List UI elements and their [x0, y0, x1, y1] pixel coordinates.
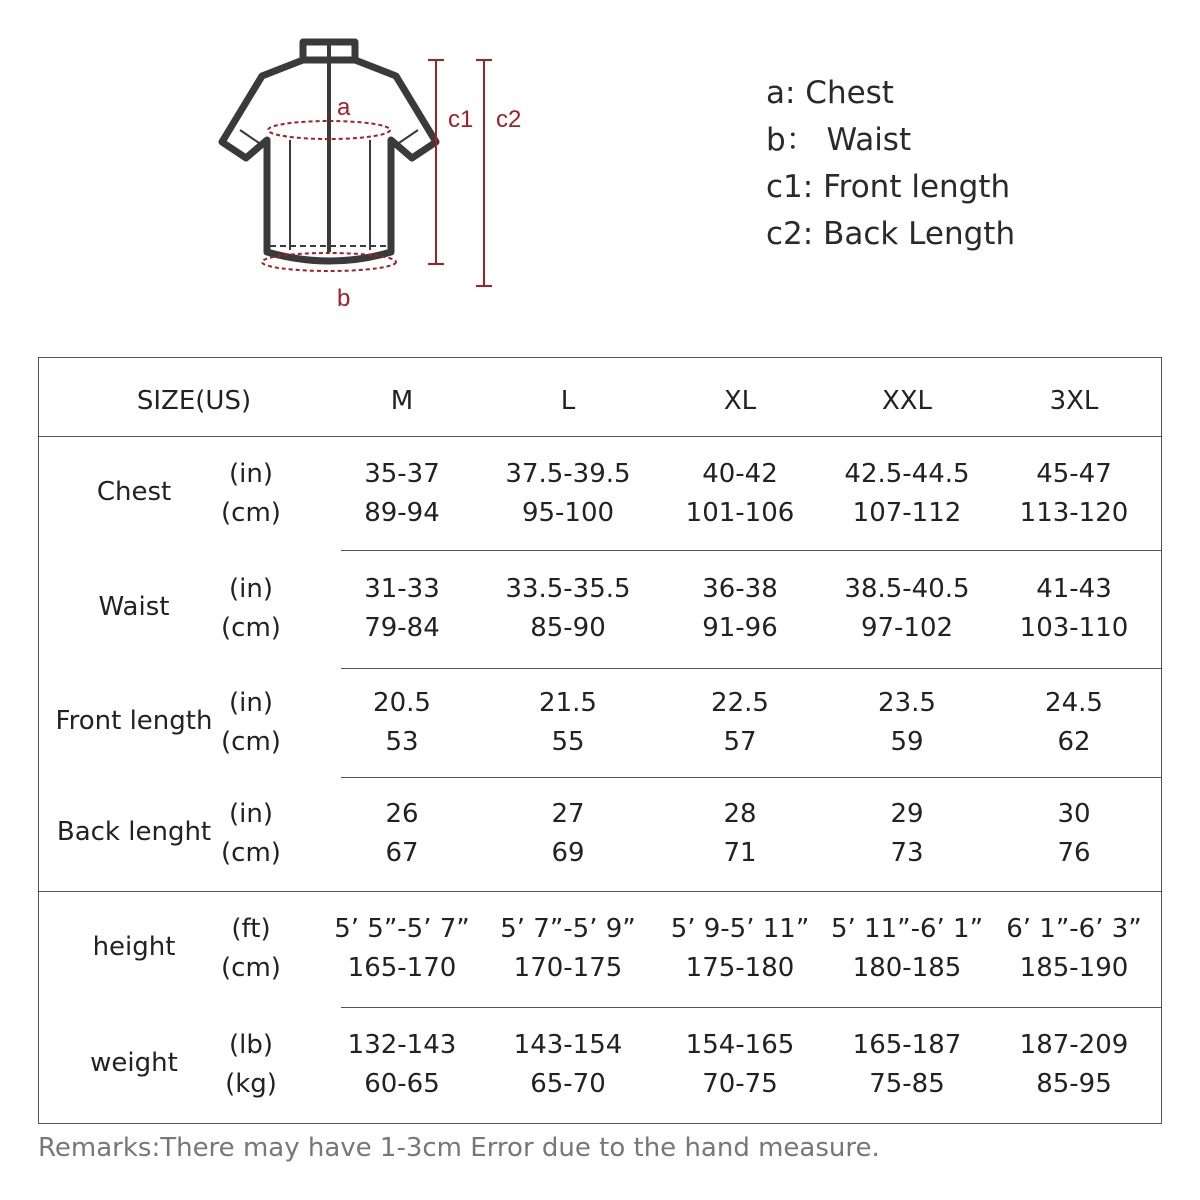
unit-label: (in) — [229, 799, 273, 829]
cell-value: 30 — [1057, 799, 1091, 829]
cell-value: 113-120 — [1019, 497, 1129, 528]
header-divider — [39, 436, 1161, 437]
cell-value: 5’ 5”-5’ 7” — [334, 914, 470, 944]
cell-value: 165-187 — [852, 1030, 962, 1060]
cell-value: 185-190 — [1019, 953, 1129, 983]
row-units-waist — [216, 570, 286, 648]
legend-back-length: c2: Back Length — [766, 216, 1016, 252]
unit-label: (in) — [229, 574, 273, 604]
row-divider — [341, 1007, 1161, 1008]
cell-height-3xl — [989, 910, 1159, 988]
unit-label: (cm) — [221, 838, 281, 868]
cell-back-lenght-l — [483, 795, 653, 873]
cell-chest-3xl — [989, 455, 1159, 533]
cell-value: 31-33 — [364, 574, 440, 604]
row-label-chest: Chest — [96, 476, 172, 507]
cell-waist-l — [483, 570, 653, 648]
row-divider — [341, 668, 1161, 669]
measurement-legend — [766, 70, 1015, 258]
header-size-xl: XL — [723, 386, 757, 416]
chest-label: a — [337, 94, 351, 121]
cell-value: 154-165 — [685, 1030, 795, 1060]
cell-front-length-xxl — [822, 684, 992, 762]
cell-value: 41-43 — [1036, 574, 1112, 604]
cell-chest-xl — [655, 455, 825, 533]
cell-value: 132-143 — [347, 1030, 457, 1060]
cell-value: 28 — [723, 799, 757, 829]
cell-value: 24.5 — [1045, 687, 1103, 718]
jersey-diagram — [0, 0, 600, 320]
cell-back-lenght-xxl — [822, 795, 992, 873]
row-divider — [341, 777, 1161, 778]
cell-value: 175-180 — [685, 953, 795, 983]
unit-label: (cm) — [221, 726, 281, 757]
cell-front-length-l — [483, 684, 653, 762]
header-size-m: M — [390, 386, 414, 416]
cell-value: 27 — [551, 799, 585, 829]
header-size-3xl: 3XL — [1049, 386, 1099, 416]
row-units-chest — [216, 455, 286, 533]
cell-value: 59 — [890, 726, 924, 757]
cell-value: 101-106 — [685, 497, 795, 528]
cell-value: 107-112 — [852, 497, 962, 528]
cell-height-m — [317, 910, 487, 988]
header-size-us: SIZE(US) — [136, 386, 252, 416]
cell-value: 65-70 — [530, 1069, 606, 1099]
unit-label: (kg) — [225, 1069, 277, 1099]
cell-weight-xl — [655, 1026, 825, 1104]
cell-value: 69 — [551, 838, 585, 868]
row-units-back-lenght — [216, 795, 286, 873]
cell-height-xxl — [822, 910, 992, 988]
cell-height-xl — [655, 910, 825, 988]
cell-value: 95-100 — [521, 497, 615, 528]
cell-value: 57 — [723, 726, 757, 757]
legend-waist: b： Waist — [766, 122, 912, 158]
cell-front-length-m — [317, 684, 487, 762]
cell-front-length-3xl — [989, 684, 1159, 762]
header-size-l: L — [560, 386, 576, 416]
cell-value: 20.5 — [373, 687, 431, 718]
cell-chest-m — [317, 455, 487, 533]
cell-value: 71 — [723, 838, 757, 868]
row-label-weight: weight — [90, 1048, 178, 1078]
cell-value: 40-42 — [702, 458, 778, 489]
cell-value: 165-170 — [347, 953, 457, 983]
cell-waist-xl — [655, 570, 825, 648]
unit-label: (lb) — [228, 1030, 273, 1060]
size-table — [38, 357, 1162, 1124]
cell-value: 170-175 — [513, 953, 623, 983]
cell-value: 55 — [551, 726, 585, 757]
cell-weight-xxl — [822, 1026, 992, 1104]
cell-value: 29 — [890, 799, 924, 829]
cell-chest-xxl — [822, 455, 992, 533]
cell-value: 103-110 — [1019, 613, 1129, 643]
cell-waist-3xl — [989, 570, 1159, 648]
remarks-note: Remarks:There may have 1-3cm Error due to the hand measure. — [38, 1133, 880, 1163]
cell-value: 97-102 — [860, 613, 954, 643]
row-units-front-length — [216, 684, 286, 762]
unit-label: (cm) — [221, 953, 281, 983]
cell-front-length-xl — [655, 684, 825, 762]
cell-value: 21.5 — [539, 687, 597, 718]
cell-value: 35-37 — [364, 458, 440, 489]
cell-value: 67 — [385, 838, 419, 868]
cell-value: 89-94 — [364, 497, 440, 528]
cell-value: 76 — [1057, 838, 1091, 868]
cell-value: 33.5-35.5 — [505, 574, 631, 604]
cell-value: 85-95 — [1036, 1069, 1112, 1099]
legend-chest: a: Chest — [766, 75, 894, 111]
cell-weight-l — [483, 1026, 653, 1104]
row-label-back-lenght: Back lenght — [56, 817, 212, 847]
waist-label: b — [337, 285, 351, 312]
cell-value: 53 — [385, 726, 419, 757]
row-units-height — [216, 910, 286, 988]
unit-label: (in) — [229, 458, 273, 489]
cell-value: 37.5-39.5 — [505, 458, 631, 489]
cell-value: 143-154 — [513, 1030, 623, 1060]
row-divider — [341, 550, 1161, 551]
cell-value: 38.5-40.5 — [844, 574, 970, 604]
cell-value: 85-90 — [530, 613, 606, 643]
cell-value: 22.5 — [711, 687, 769, 718]
cell-value: 5’ 9-5’ 11” — [670, 914, 810, 944]
cell-back-lenght-3xl — [989, 795, 1159, 873]
cell-value: 6’ 1”-6’ 3” — [1006, 914, 1142, 944]
cell-height-l — [483, 910, 653, 988]
cell-value: 75-85 — [869, 1069, 945, 1099]
cell-value: 42.5-44.5 — [844, 458, 970, 489]
row-divider — [39, 891, 1161, 892]
cell-back-lenght-xl — [655, 795, 825, 873]
cell-value: 79-84 — [364, 613, 440, 643]
jersey-illustration — [0, 0, 600, 320]
cell-weight-m — [317, 1026, 487, 1104]
header-size-xxl: XXL — [881, 386, 933, 416]
unit-label: (ft) — [231, 914, 271, 944]
cell-value: 45-47 — [1036, 458, 1112, 489]
row-label-front-length: Front length — [55, 705, 213, 736]
legend-front-length: c1: Front length — [766, 169, 1011, 205]
cell-value: 5’ 7”-5’ 9” — [500, 914, 636, 944]
cell-value: 91-96 — [702, 613, 778, 643]
row-label-height: height — [92, 932, 176, 962]
cell-waist-m — [317, 570, 487, 648]
cell-value: 36-38 — [702, 574, 778, 604]
cell-value: 62 — [1057, 726, 1091, 757]
row-units-weight — [216, 1026, 286, 1104]
front-length-label: c1 — [448, 106, 474, 133]
cell-value: 23.5 — [878, 687, 936, 718]
cell-value: 70-75 — [702, 1069, 778, 1099]
cell-waist-xxl — [822, 570, 992, 648]
cell-value: 180-185 — [852, 953, 962, 983]
cell-value: 60-65 — [364, 1069, 440, 1099]
cell-value: 26 — [385, 799, 419, 829]
cell-back-lenght-m — [317, 795, 487, 873]
back-length-label: c2 — [496, 106, 522, 133]
unit-label: (cm) — [221, 497, 281, 528]
row-label-waist: Waist — [98, 592, 170, 622]
cell-value: 73 — [890, 838, 924, 868]
cell-value: 187-209 — [1019, 1030, 1129, 1060]
unit-label: (in) — [229, 687, 273, 718]
cell-chest-l — [483, 455, 653, 533]
cell-weight-3xl — [989, 1026, 1159, 1104]
cell-value: 5’ 11”-6’ 1” — [830, 914, 984, 944]
unit-label: (cm) — [221, 613, 281, 643]
